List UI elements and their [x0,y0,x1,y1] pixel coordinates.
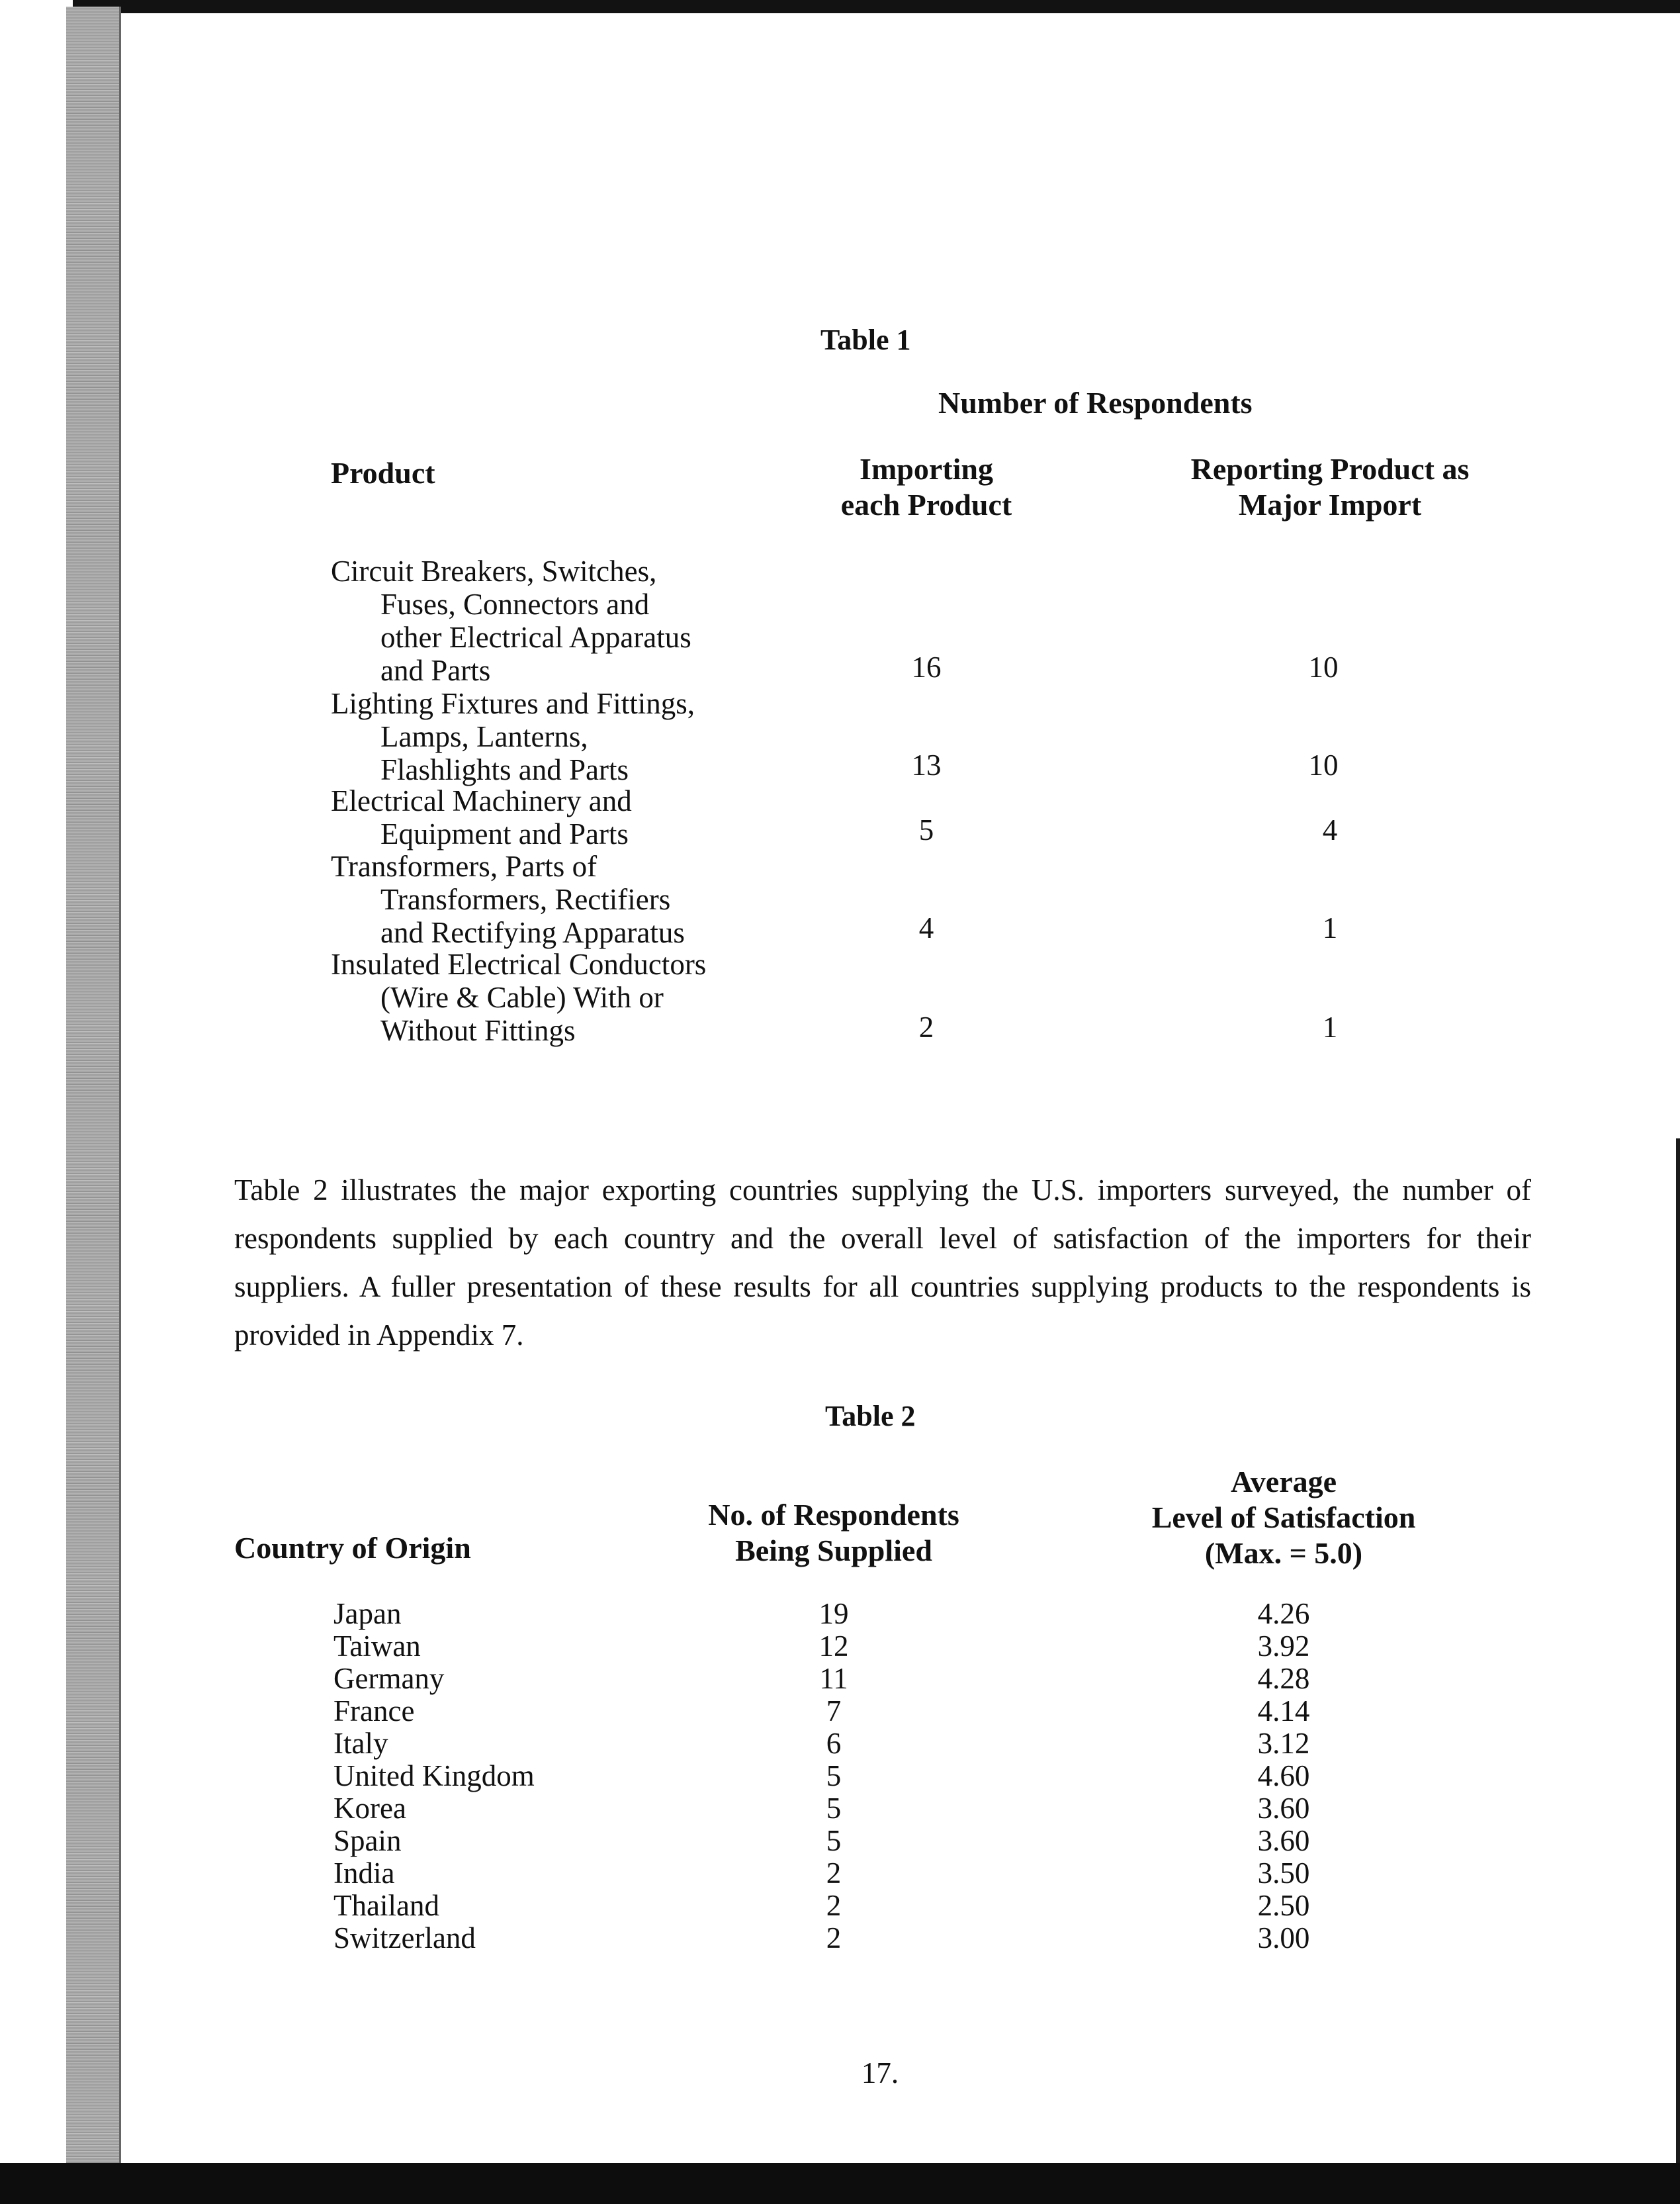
table2-col-respondents-line2: Being Supplied [735,1534,932,1567]
table2-country: Korea [333,1792,406,1825]
table2-satisfaction: 4.28 [1257,1662,1310,1695]
product-line: other Electrical Apparatus [380,621,691,654]
scan-top-edge [0,0,1680,13]
table2-respondents: 7 [826,1694,842,1727]
product-line: Lighting Fixtures and Fittings, [331,687,695,720]
table1-row-product [331,555,691,687]
table2-respondents: 19 [818,1597,849,1630]
table1-col-reporting [1138,451,1522,523]
table2-respondents: 2 [826,1889,842,1922]
table2-satisfaction: 4.26 [1257,1597,1310,1630]
table1-row-importing: 16 [911,651,942,684]
table2-respondents: 5 [826,1759,842,1792]
table1-row-reporting: 4 [1322,813,1338,847]
product-line: Without Fittings [380,1014,576,1047]
product-line: Fuses, Connectors and [380,588,650,621]
table1-row-product [331,850,685,949]
table1-row-importing: 13 [911,749,942,782]
scan-binding-strip [66,7,121,2163]
table1-col-importing [801,451,1052,523]
table2-satisfaction: 3.60 [1257,1792,1310,1825]
table2-col-satisfaction-line2: Level of Satisfaction [1151,1500,1416,1534]
table1-row-importing: 2 [918,1011,934,1044]
table1-row-importing: 5 [918,813,934,847]
table2-country: Spain [333,1824,402,1857]
table2-country: India [333,1857,395,1890]
table1-row-reporting: 1 [1322,1011,1338,1044]
product-line: and Parts [380,654,491,687]
table2-country: Switzerland [333,1921,476,1954]
product-line: Transformers, Parts of [331,850,597,883]
table2-satisfaction: 3.50 [1257,1857,1310,1890]
table2-satisfaction: 2.50 [1257,1889,1310,1922]
table2-country: France [333,1694,415,1727]
table2-respondents: 5 [826,1792,842,1825]
table2-satisfaction: 4.60 [1257,1759,1310,1792]
product-line: (Wire & Cable) With or [380,981,664,1014]
table2-satisfaction: 3.60 [1257,1824,1310,1857]
table2-satisfaction: 3.12 [1257,1727,1310,1760]
product-line: Transformers, Rectifiers [380,883,671,916]
product-line: Lamps, Lanterns, [380,720,588,753]
table1-caption: Table 1 [820,324,911,356]
table2-satisfaction: 3.92 [1257,1630,1310,1663]
table2-respondents: 2 [826,1921,842,1954]
table2-country: Italy [333,1727,388,1760]
table1-row-reporting: 1 [1322,911,1338,944]
table1-row-product [331,948,706,1047]
table2-country: Japan [333,1597,402,1630]
scan-bottom-edge [0,2163,1680,2204]
table2-satisfaction: 3.00 [1257,1921,1310,1954]
table1-col-importing-line2: each Product [840,488,1012,522]
table2-col-satisfaction-line3: (Max. = 5.0) [1204,1536,1363,1570]
body-paragraph: Table 2 illustrates the major exporting countries supplying the U.S. importers surveyed, the number of respondents supplied by each country and the overall level of satisfaction of the importers for their suppliers. A fuller presentation of these results for all countries supplying products to the respondents is provided in Appendix 7. [234,1173,1531,1352]
table2-col-satisfaction [1072,1464,1495,1571]
product-line: Circuit Breakers, Switches, [331,555,657,588]
product-line: Insulated Electrical Conductors [331,948,707,981]
table2-respondents: 6 [826,1727,842,1760]
table1-group-header: Number of Respondents [938,386,1253,420]
product-line: Electrical Machinery and [331,784,632,817]
scan-right-edge [1676,1138,1680,2163]
table2-satisfaction: 4.14 [1257,1694,1310,1727]
table1-col-reporting-line2: Major Import [1238,488,1422,522]
table2-col-satisfaction-line1: Average [1230,1465,1337,1498]
table2-caption: Table 2 [825,1400,916,1432]
table1-col-product: Product [331,456,435,490]
table2-country: Thailand [333,1889,439,1922]
table1-col-importing-line1: Importing [860,452,993,486]
product-line: and Rectifying Apparatus [380,916,685,949]
table2-country: Germany [333,1662,445,1695]
page-number: 17. [861,2056,899,2089]
table2-country: United Kingdom [333,1759,535,1792]
scan-left-margin [0,0,73,2163]
product-line: Equipment and Parts [380,817,629,850]
table2-respondents: 11 [819,1662,848,1695]
table1-row-reporting: 10 [1308,749,1339,782]
table2-respondents: 12 [818,1630,849,1663]
table1-row-importing: 4 [918,911,934,944]
table2-col-respondents [635,1497,1032,1569]
table1-row-product [331,687,695,786]
table1-row-reporting: 10 [1308,651,1339,684]
table2-col-respondents-line1: No. of Respondents [708,1498,959,1532]
table2-col-country: Country of Origin [234,1531,471,1565]
table1-col-reporting-line1: Reporting Product as [1190,452,1470,486]
table2-respondents: 5 [826,1824,842,1857]
table2-respondents: 2 [826,1857,842,1890]
table2-country: Taiwan [333,1630,421,1663]
product-line: Flashlights and Parts [380,753,629,786]
table1-row-product [331,784,632,850]
